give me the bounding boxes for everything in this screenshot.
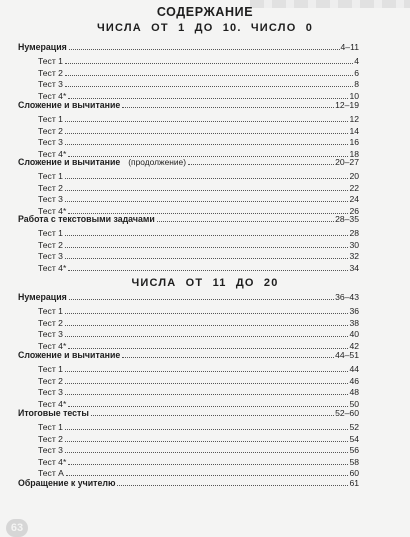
closing-row-label: Обращение к учителю — [18, 478, 116, 488]
test-row-pages: 38 — [349, 317, 359, 328]
test-row-label: Тест 3 — [38, 194, 63, 205]
dot-leader — [65, 312, 348, 314]
page-number: 63 — [6, 519, 28, 537]
section-heading-row-pages: 20–27 — [335, 157, 359, 167]
test-row-pages: 12 — [349, 114, 359, 124]
dot-leader — [65, 234, 348, 236]
test-row — [18, 304, 359, 316]
test-row-label: Тест 1 — [38, 422, 63, 432]
dot-leader — [65, 246, 348, 248]
dot-leader — [65, 257, 348, 259]
test-row-label: Тест 4* — [38, 148, 67, 159]
test-row — [18, 238, 359, 250]
section-heading-row-label: Сложение и вычитание — [18, 350, 121, 360]
test-row-pages: 16 — [349, 137, 359, 148]
dot-leader — [65, 393, 348, 395]
test-row — [18, 192, 359, 204]
test-row-label: Тест 2 — [38, 239, 63, 250]
dot-leader — [68, 269, 348, 271]
section-heading-row-label: Сложение и вычитание — [18, 157, 121, 167]
section-heading-row-pages: 4–11 — [340, 42, 359, 52]
test-row-label: Тест 2 — [38, 125, 63, 136]
closing-row — [18, 476, 359, 488]
test-row-pages: 6 — [354, 67, 359, 78]
part-heading: ЧИСЛА ОТ 11 ДО 20 — [131, 277, 279, 289]
test-row-label: Тест 2 — [38, 375, 63, 386]
test-row-label: Тест 1 — [38, 114, 63, 124]
dot-leader — [65, 200, 348, 202]
section-heading-row-label: Нумерация — [18, 42, 67, 52]
test-row-pages: 58 — [349, 456, 359, 467]
test-row — [18, 77, 359, 89]
test-row — [18, 432, 359, 444]
test-row — [18, 226, 359, 238]
test-row-pages: 54 — [349, 433, 359, 444]
test-row — [18, 169, 359, 181]
test-row — [18, 181, 359, 193]
dot-leader — [69, 298, 334, 300]
dot-leader — [69, 48, 340, 50]
section-heading-row — [18, 155, 359, 167]
section-heading-row — [18, 40, 359, 52]
dot-leader — [65, 143, 348, 145]
section-heading-row-note: (продолжение) — [128, 157, 186, 167]
test-row — [18, 455, 359, 467]
section-heading-row — [18, 406, 359, 418]
test-row-pages: 34 — [349, 262, 359, 273]
test-row-label: Тест 4* — [38, 262, 67, 273]
test-row-label: Тест 2 — [38, 433, 63, 444]
test-row-label: Тест 3 — [38, 387, 63, 398]
test-row-pages: 40 — [349, 329, 359, 340]
dot-leader — [117, 484, 348, 486]
dot-leader — [65, 120, 348, 122]
section-heading-row — [18, 290, 359, 302]
section-heading-row-label: Нумерация — [18, 292, 67, 302]
dot-leader — [65, 74, 353, 76]
dot-leader — [65, 335, 348, 337]
test-row-label: Тест А — [38, 468, 64, 479]
dot-leader — [65, 451, 348, 453]
dot-leader — [65, 440, 348, 442]
test-row-pages: 26 — [349, 205, 359, 216]
test-row-label: Тест 4* — [38, 205, 67, 216]
test-row-label: Тест 4* — [38, 398, 67, 409]
test-row — [18, 66, 359, 78]
test-row — [18, 124, 359, 136]
section-heading-row — [18, 98, 359, 110]
test-row-label: Тест 1 — [38, 306, 63, 316]
section-heading-row-pages: 44–51 — [335, 350, 359, 360]
test-row — [18, 443, 359, 455]
test-row-label: Тест 2 — [38, 67, 63, 78]
test-row-pages: 56 — [349, 445, 359, 456]
test-row — [18, 54, 359, 66]
section-heading-row — [18, 212, 359, 224]
test-row — [18, 316, 359, 328]
dot-leader — [65, 85, 353, 87]
test-row-label: Тест 4* — [38, 90, 67, 101]
test-row-label: Тест 1 — [38, 228, 63, 238]
dot-leader — [122, 106, 334, 108]
test-row-pages: 18 — [349, 148, 359, 159]
section-heading-row-pages: 52–60 — [335, 408, 359, 418]
dot-leader — [65, 428, 348, 430]
dot-leader — [122, 356, 334, 358]
closing-row-pages: 61 — [349, 478, 359, 488]
dot-leader — [65, 382, 348, 384]
test-row — [18, 374, 359, 386]
test-row — [18, 420, 359, 432]
test-row-label: Тест 3 — [38, 137, 63, 148]
dot-leader — [65, 189, 348, 191]
dot-leader — [65, 62, 353, 64]
test-row — [18, 385, 359, 397]
test-row-pages: 8 — [354, 79, 359, 90]
test-row-pages: 42 — [349, 340, 359, 351]
test-row-pages: 24 — [349, 194, 359, 205]
test-row-label: Тест 2 — [38, 182, 63, 193]
test-row-pages: 60 — [349, 468, 359, 479]
test-row-pages: 14 — [349, 125, 359, 136]
test-row-label: Тест 2 — [38, 317, 63, 328]
dot-leader — [65, 324, 348, 326]
dot-leader — [157, 220, 334, 222]
test-row — [18, 327, 359, 339]
test-row-pages: 30 — [349, 239, 359, 250]
part-heading: ЧИСЛА ОТ 1 ДО 10. ЧИСЛО 0 — [96, 22, 314, 34]
section-heading-row-pages: 36–43 — [335, 292, 359, 302]
section-heading-row-label: Итоговые тесты — [18, 408, 89, 418]
section-heading-row-label: Сложение и вычитание — [18, 100, 121, 110]
dot-leader — [188, 163, 334, 165]
test-row-label: Тест 4* — [38, 456, 67, 467]
section-heading-row-label: Работа с текстовыми задачами — [18, 214, 155, 224]
test-row-pages: 4 — [354, 56, 359, 66]
test-row — [18, 249, 359, 261]
dot-leader — [65, 177, 348, 179]
test-row-label: Тест 1 — [38, 56, 63, 66]
test-row-label: Тест 3 — [38, 445, 63, 456]
page-title: СОДЕРЖАНИЕ — [156, 5, 254, 19]
test-row-label: Тест 3 — [38, 79, 63, 90]
test-row-pages: 20 — [349, 171, 359, 181]
test-row-pages: 46 — [349, 375, 359, 386]
test-row-pages: 10 — [349, 90, 359, 101]
test-row — [18, 261, 359, 273]
dot-leader — [68, 463, 348, 465]
test-row-pages: 32 — [349, 251, 359, 262]
dot-leader — [65, 370, 348, 372]
test-row-label: Тест 3 — [38, 251, 63, 262]
test-row-pages: 28 — [349, 228, 359, 238]
test-row — [18, 362, 359, 374]
test-row-label: Тест 3 — [38, 329, 63, 340]
test-row-pages: 22 — [349, 182, 359, 193]
test-row-pages: 44 — [349, 364, 359, 374]
test-row-pages: 50 — [349, 398, 359, 409]
test-row-pages: 52 — [349, 422, 359, 432]
test-row-pages: 36 — [349, 306, 359, 316]
test-row-label: Тест 1 — [38, 364, 63, 374]
dot-leader — [65, 132, 348, 134]
section-heading-row-pages: 28–35 — [335, 214, 359, 224]
dot-leader — [91, 414, 334, 416]
section-heading-row-pages: 12–19 — [335, 100, 359, 110]
test-row-pages: 48 — [349, 387, 359, 398]
section-heading-row — [18, 348, 359, 360]
test-row-label: Тест 4* — [38, 340, 67, 351]
test-row — [18, 135, 359, 147]
test-row-label: Тест 1 — [38, 171, 63, 181]
test-row — [18, 112, 359, 124]
